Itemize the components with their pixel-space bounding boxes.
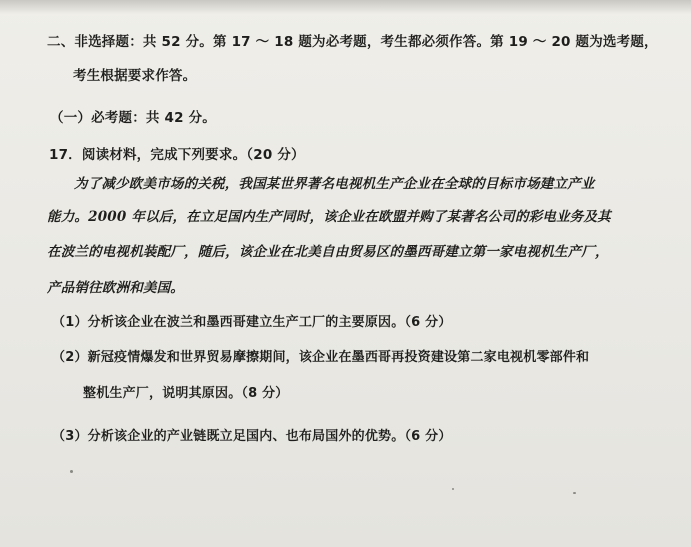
question-17-stem: 17．阅读材料，完成下列要求。（20 分） [49, 147, 305, 163]
required-section-title: （一）必考题：共 42 分。 [50, 110, 216, 126]
sub-question-1: （1）分析该企业在波兰和墨西哥建立生产工厂的主要原因。（6 分） [52, 315, 452, 330]
scan-speck [452, 488, 454, 490]
scan-speck [573, 492, 576, 494]
scan-speck [70, 470, 73, 473]
material-line-4: 产品销往欧洲和美国。 [47, 280, 184, 296]
material-line-1: 为了减少欧美市场的关税，我国某世界著名电视机生产企业在全球的目标市场建立产业 [74, 176, 595, 192]
sub-question-2: （2）新冠疫情爆发和世界贸易摩擦期间，该企业在墨西哥再投资建设第二家电视机零部件和 [52, 350, 590, 365]
sub-question-3: （3）分析该企业的产业链既立足国内、也布局国外的优势。（6 分） [52, 429, 452, 444]
material-line-2: 能力。2000 年以后，在立足国内生产同时，该企业在欧盟并购了某著名公司的彩电业务及其 [47, 209, 611, 225]
material-line-3: 在波兰的电视机装配厂，随后，该企业在北美自由贸易区的墨西哥建立第一家电视机生产厂， [47, 244, 609, 260]
section-header-line2: 考生根据要求作答。 [73, 68, 197, 84]
scan-shadow [0, 0, 691, 14]
section-header-line1: 二、非选择题：共 52 分。第 17 ～ 18 题为必考题，考生都必须作答。第 19 ～ 20 题为选考题， [47, 34, 658, 50]
sub-question-2-continuation: 整机生产厂，说明其原因。（8 分） [83, 386, 289, 401]
